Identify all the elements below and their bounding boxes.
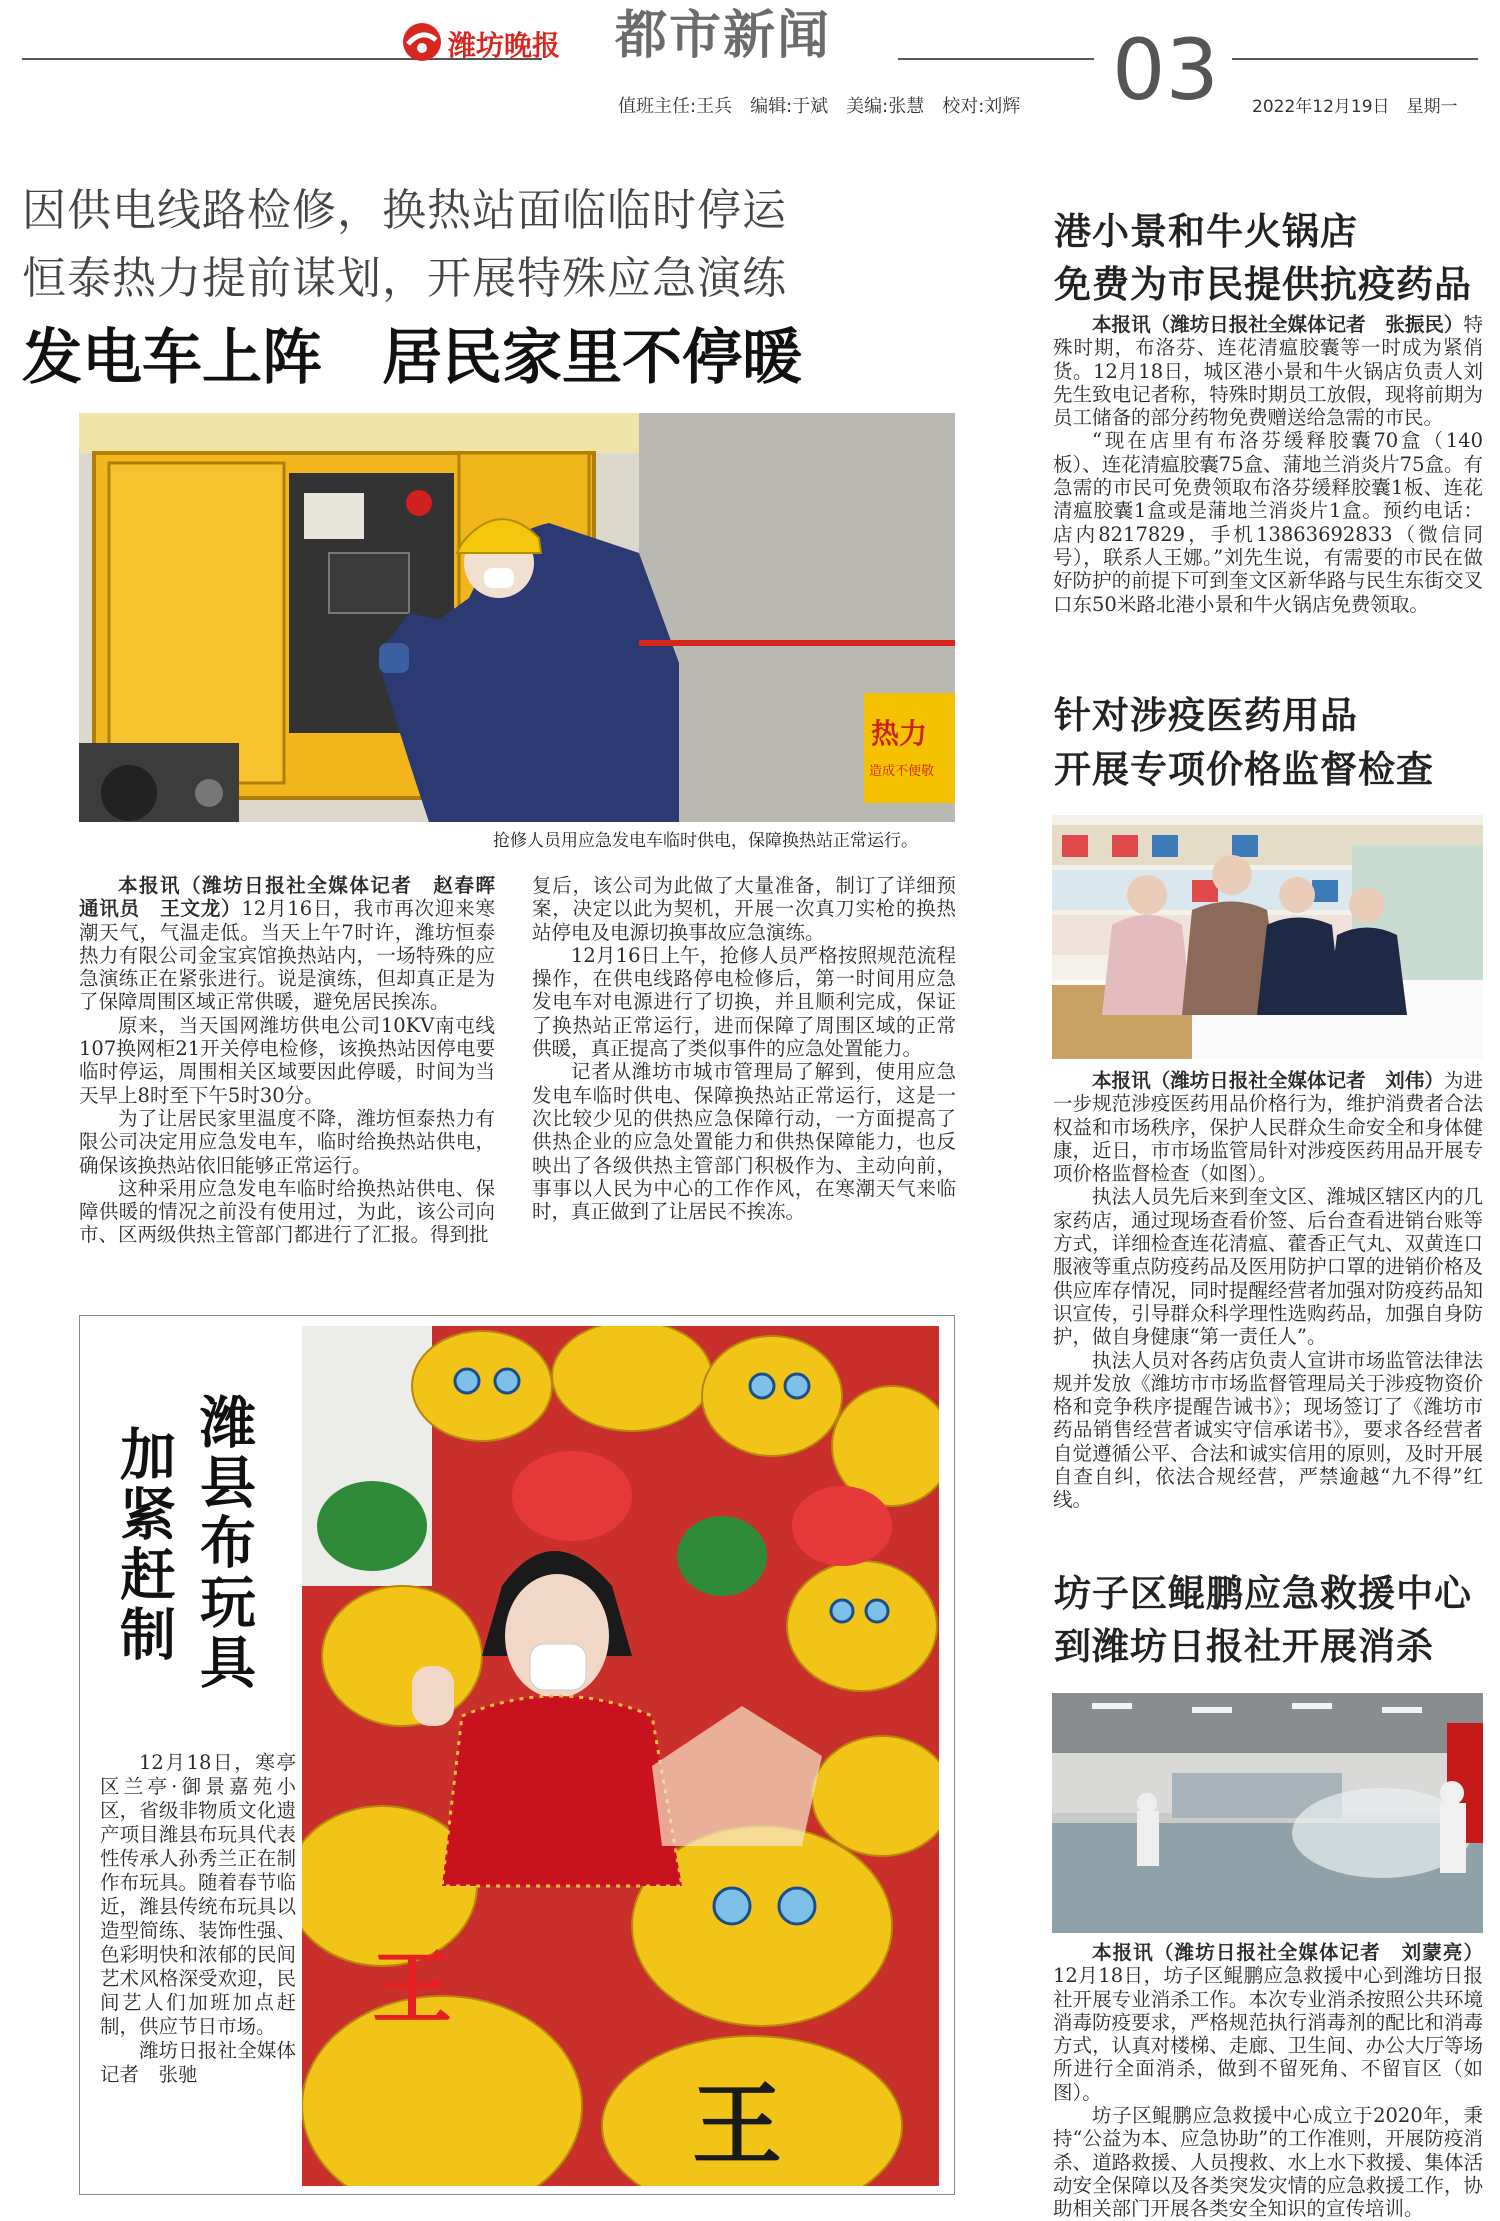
side-story-2-paragraph: 执法人员对各药店负责人宣讲市场监管法律法规并发放《潍坊市市场监督管理局关于涉疫物资价格和竞争秩序提醒告诫书》；现场签订了《潍坊市药品销售经营者诚实守信承诺书》，要求各经营者自觉遵循公平、合法和诚实信用的原则，及时开展自查自纠，依法合规经营，严禁逾越“九不得”红线。 — [1053, 1348, 1483, 1512]
toy-story-caption — [100, 1751, 296, 2087]
toy-story-credit: 潍坊日报社全媒体记者 张驰 — [100, 2039, 296, 2086]
side-story-2-title-2: 开展专项价格监督检查 — [1054, 747, 1434, 791]
side-story-2-byline: 本报讯（潍坊日报社全媒体记者 刘伟） — [1092, 1069, 1444, 1092]
lead-kicker-1: 因供电线路检修，换热站面临临时停运 — [22, 185, 787, 236]
side-story-3-paragraph — [1053, 1941, 1483, 2104]
lead-photo-caption: 抢修人员用应急发电车临时供电，保障换热站正常运行。 — [493, 831, 918, 851]
lead-article-col2 — [532, 874, 956, 1223]
lead-paragraph: 12月16日，我市再次迎来寒潮天气，气温走低。当天上午7时许，潍坊恒泰热力有限公司金宝宾馆换热站内，一场特殊的应急演练正在紧张进行。说是演练，但却真正是为了保障周围区域正常供暖，避免居民挨冻。 — [79, 897, 495, 1014]
side-story-2-paragraph-text: 为进一步规范涉疫医药用品价格行为，维护消费者合法权益和市场秩序，保护人民群众生命安全和身体健康，近日，市市场监管局针对涉疫医药用品开展专项价格监督检查（如图）。 — [1053, 1069, 1483, 1186]
side-story-1-title-1: 港小景和牛火锅店 — [1054, 209, 1358, 253]
disinfection-photo — [1052, 1693, 1483, 1933]
side-story-2-paragraph — [1053, 1069, 1483, 1185]
lead-paragraph-continued: 复后，该公司为此做了大量准备，制订了详细预案，决定以此为契机，开展一次真刀实枪的换热站停电及电源切换事故应急演练。 — [532, 874, 956, 944]
toy-story-title-1: 潍县布玩具 — [191, 1393, 256, 1693]
side-story-1-body — [1053, 313, 1483, 616]
page-number: 03 — [1112, 21, 1219, 119]
toy-char-1: 王 — [372, 1942, 452, 2035]
side-story-2-title-1: 针对涉疫医药用品 — [1054, 693, 1358, 737]
side-story-3-paragraph: 坊子区鲲鹏应急救援中心成立于2020年，秉持“公益为本、应急协助”的工作准则，开展防疫消杀、道路救援、人员搜救、水上水下救援、集体活动安全保障以及各类突发灾情的应急救援工作，协助相关部门开展各类安全知识的宣传培训。 — [1053, 2104, 1483, 2221]
section-title: 都市新闻 — [615, 6, 832, 66]
lead-byline: 本报讯（潍坊日报社全媒体记者 赵春晖 通讯员 王文龙） — [79, 874, 515, 921]
side-story-1-byline: 本报讯（潍坊日报社全媒体记者 张振民） — [1092, 313, 1464, 336]
side-story-1-title-2: 免费为市民提供抗疫药品 — [1054, 262, 1472, 306]
header-rule-right — [1232, 58, 1478, 60]
editors-line: 值班主任:王兵 编辑:于斌 美编:张慧 校对:刘辉 — [618, 96, 1021, 117]
lead-article-col1 — [79, 874, 515, 1247]
toy-char-2: 王 — [692, 2073, 782, 2178]
header-rule-mid — [898, 58, 1094, 60]
paper-logo-icon — [400, 20, 444, 64]
side-story-3-title-2: 到潍坊日报社开展消杀 — [1054, 1624, 1434, 1668]
lead-paragraph: 这种采用应急发电车临时给换热站供电、保障供暖的情况之前没有使用过，为此，该公司向市、区两级供热主管部门都进行了汇报。得到批 — [79, 1176, 495, 1247]
side-story-1-paragraph: “现在店里有布洛芬缓释胶囊70盒（140板）、连花清瘟胶囊75盒、蒲地兰消炎片75盒。有急需的市民可免费领取布洛芬缓释胶囊1板、连花清瘟胶囊1盒或是蒲地兰消炎片1盒。预约电话：店内8217829，手机13863692833（微信同号），联系人王娜。”刘先生说，有需要的市民在做好防护的前提下可到奎文区新华路与民生东街交叉口东50米路北港小景和牛火锅店免费领取。 — [1053, 429, 1483, 616]
side-story-3-byline: 本报讯（潍坊日报社全媒体记者 刘蒙亮） — [1092, 1941, 1483, 1964]
side-story-3-body — [1053, 1941, 1483, 2221]
side-story-2-body — [1053, 1069, 1483, 1512]
toy-story-caption-text: 12月18日，寒亭区兰亭·御景嘉苑小区，省级非物质文化遗产项目潍县布玩具代表性传承人孙秀兰正在制作布玩具。随着春节临近，潍县传统布玩具以造型简练、装饰性强、色彩明快和浓郁的民间艺术风格深受欢迎，民间艺人们加班加点赶制，供应节日市场。 — [100, 1751, 296, 2038]
toy-photo — [302, 1326, 939, 2186]
side-story-3-paragraph-text: 12月18日，坊子区鲲鹏应急救援中心到潍坊日报社开展专业消杀工作。本次专业消杀按照公共环境消毒防疫要求，严格规范执行消毒剂的配比和消毒方式，认真对楼梯、走廊、卫生间、办公大厅等场所进行全面消杀，做到不留死角、不留盲区（如图）。 — [1053, 1964, 1483, 2104]
issue-date: 2022年12月19日 星期一 — [1252, 97, 1458, 117]
lead-paragraph: 原来，当天国网潍坊供电公司10KV南屯线107换网柜21开关停电检修，该换热站因停电要临时停运，周围相关区域要因此停暖，时间为当天早上8时至下午5时30分。 — [79, 1013, 495, 1107]
lead-kicker-2: 恒泰热力提前谋划，开展特殊应急演练 — [22, 253, 787, 304]
lead-photo — [79, 413, 955, 822]
lead-headline: 发电车上阵 居民家里不停暖 — [22, 323, 802, 393]
paper-name: 潍坊晚报 — [448, 29, 561, 62]
side-story-1-paragraph-text: 特殊时期，布洛芬、连花清瘟胶囊等一时成为紧俏货。12月18日，城区港小景和牛火锅店负责人刘先生致电记者称，特殊时期员工放假，现将前期为员工储备的部分药物免费赠送给急需的市民。 — [1053, 313, 1483, 430]
lead-paragraph-1-with-byline — [79, 874, 515, 1014]
photo-sign-heat: 热力 — [871, 717, 928, 750]
side-story-3-title-1: 坊子区鲲鹏应急救援中心 — [1054, 1571, 1472, 1615]
lead-paragraph: 为了让居民家里温度不降，潍坊恒泰热力有限公司决定用应急发电车，临时给换热站供电，确保该换热站依旧能够正常运行。 — [79, 1106, 495, 1177]
side-story-1-paragraph — [1053, 313, 1483, 429]
pharmacy-photo — [1052, 815, 1483, 1059]
lead-paragraph: 12月16日上午，抢修人员严格按照规范流程操作，在供电线路停电检修后，第一时间用应急发电车对电源进行了切换，并且顺利完成，保证了换热站正常运行，进而保障了周围区域的正常供暖，真正提高了类似事件的应急处置能力。 — [532, 943, 956, 1061]
toy-story-title-2: 加紧赶制 — [111, 1425, 176, 1665]
paper-logo — [400, 20, 610, 64]
photo-sign-notice: 造成不便敬 — [869, 764, 935, 779]
lead-paragraph: 记者从潍坊市城市管理局了解到，使用应急发电车临时供电、保障换热站正常运行，这是一次比较少见的供热应急保障行动，一方面提高了供热企业的应急处置能力和供热保障能力，也反映出了各级供热主管部门积极作为、主动向前，事事以人民为中心的工作作风，在寒潮天气来临时，真正做到了让居民不挨冻。 — [532, 1060, 956, 1224]
side-story-2-paragraph: 执法人员先后来到奎文区、潍城区辖区内的几家药店，通过现场查看价签、后台查看进销台账等方式，详细检查连花清瘟、藿香正气丸、双黄连口服液等重点防疫药品及医用防护口罩的进销价格及供应库存情况，同时提醒经营者加强对防疫药品知识宣传，引导群众科学理性选购药品，加强自身防护，做自身健康“第一责任人”。 — [1053, 1185, 1483, 1349]
